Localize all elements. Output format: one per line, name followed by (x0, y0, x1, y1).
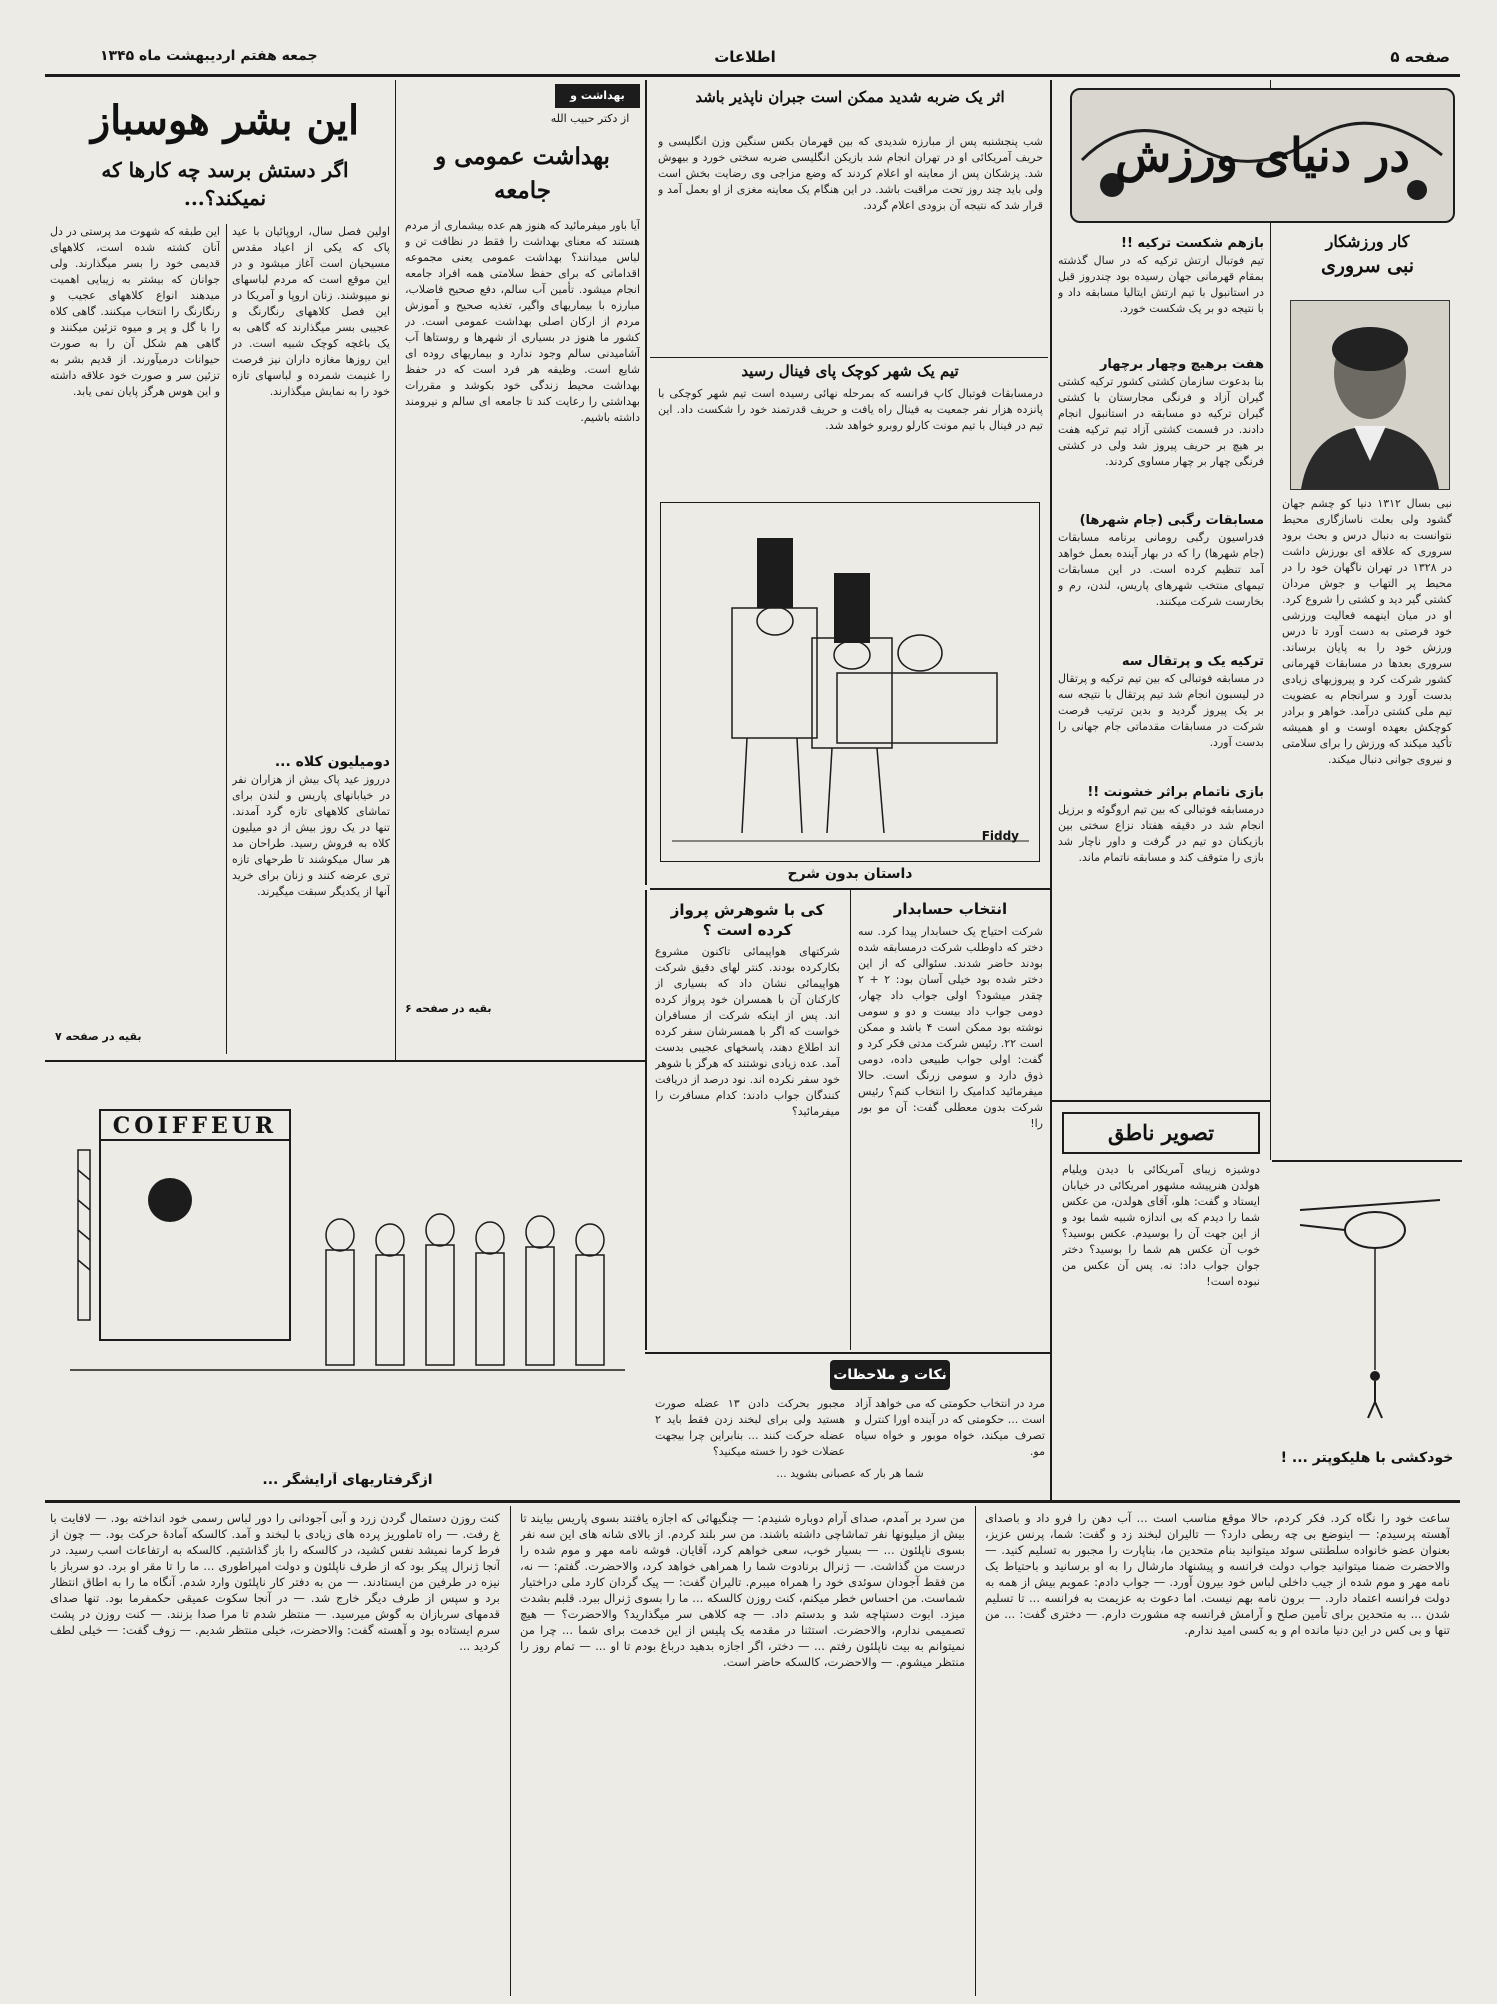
accountant-text: شرکت احتیاج یک حسابدار پیدا کرد. سه دختر که داوطلب شرکت درمسابقه شده بودند حاضر شدند. سئوالی که از این دختر شده بود خیلی آسان بود: ۲ + ۲ چقدر میشود؟ اولی جواب داد چهار، دومی جواب داد بیست و دو و سومی نوشته بود ممکن است ۴ باشد و ممکن است ۲۲. رئیس شرکت مدتی فکر کرد و گفت: اولی جواب طبیعی داده، دومی ذوق دارد و سومی زرنگ است. حالا میفرمائید کدامیک را انتخاب کنم؟ رئیس شرکت بدون معطلی گفت: آن مو بور را! (858, 925, 1043, 1130)
masthead-rule (45, 74, 1460, 77)
sports-banner-title: در دنیای ورزش (1115, 128, 1410, 182)
fashion-subtitle: اگر دستش برسد چه کارها که نمیکند؟... (101, 158, 349, 210)
helicopter-caption: خودکشی با هلیکوپتر ... ! (1280, 1450, 1454, 1466)
portugal-text: در مسابقه فوتبالی که بین تیم ترکیه و پرتقال در لیسبون انجام شد تیم پرتقال با نتیجه سه بر یک پیروز گردید و بدین ترتیب فرصت شرکت در مسابقات مقدماتی جام جهانی را بدست آورد. (1058, 672, 1264, 749)
athlete-photo (1290, 300, 1450, 490)
domilion-heading: دومیلیون کلاه ... (274, 754, 390, 770)
sports-banner (1070, 88, 1455, 223)
iran-text: شب پنجشنبه پس از مبارزه شدیدی که بین قهرمان بکس سنگین وزن انگلیسی و حریف آمریکائی او در تهران انجام شد بازیکن انگلیسی ضربه سختی خورد و بیهوش شد. پزشکان پس از معاینه او اعلام کردند که وضع مزاجی وی رضایت بخش است ولی باید چند روز تحت مراقبت باشد. در این هنگام یک معاینه مغزی از او بعمل آمد و قرار شد که نتیجه آن بزودی اعلام گردد. (658, 135, 1043, 212)
athlete-heading: کار ورزشکار (1325, 232, 1410, 251)
column-rule (1050, 80, 1052, 1500)
column-rule (975, 1506, 976, 1996)
cartoon-panel (660, 502, 1040, 862)
cartoon-caption: داستان بدون شرح (787, 866, 913, 882)
turkey-text: تیم فوتبال ارتش ترکیه که در سال گذشته بمقام قهرمانی جهان رسیده بود چندروز قبل در استانبول با تیم ارتش ایتالیا مسابقه داد و با نتیجه دو بر یک شکست خورد. (1058, 254, 1264, 315)
notes-footer: شما هر بار که عصبانی بشوید ... (776, 1467, 924, 1480)
health-title: بهداشت عمومی و جامعه (435, 143, 610, 204)
violence-heading: بازی ناتمام براثر خشونت !! (1087, 785, 1264, 800)
story-rule (45, 1500, 1460, 1503)
helicopter-drawing (1280, 1170, 1455, 1450)
athlete-text: نبی بسال ۱۳۱۲ دنیا کو چشم جهان گشود ولی بعلت ناسازگاری محیط نتوانست به دنبال درس و بحث برود سروری که علاقه ای بورزش داشت در ۱۳۲۸ در تهران ناگهان خود را در محیط پر التهاب و جوش مردان کشتی گیر دید و کشتی را شروع کرد. او در میان اینهمه فعالیت ورزشی خود فرصتی به دست آورد تا درس ورزش خود را به پایان برساند. سروری بعدها در مسابقات قهرمانی کشور شرکت کرد و پیروزیهای زیادی بدست آورد و سرانجام به عضویت تیم ملی کشتی درآمد. خواهر و برادر کوچکش بعهده اوست و او همیشه تأکید میکند که ورزش را برای سلامتی و نیروی جوانی دنبال میکند. (1282, 497, 1452, 766)
column-rule (645, 80, 647, 885)
final-heading: تیم یک شهر کوچک پای فینال رسید (741, 362, 959, 380)
section-rule (1052, 1100, 1270, 1102)
portugal-heading: ترکیه یک و پرتقال سه (1121, 654, 1264, 669)
section-rule (45, 1060, 645, 1062)
rugby-text: فدراسیون رگبی رومانی برنامه مسابقات (جام شهرها) را که در بهار آینده بعمل خواهد آمد تنظیم کرده است. در این مسابقات تیمهای منتخب شهرهای پاریس، لندن، رم و بخارست شرکت میکنند. (1058, 531, 1264, 608)
final-text: درمسابقات فوتبال کاپ فرانسه که بمرحله نهائی رسیده است تیم شهر کوچکی با پانزده هزار نفر جمعیت به فینال راه یافت و حریف قدرتمند خود را شکست داد. این تیم در فینال با تیم مونت کارلو روبرو خواهد شد. (658, 387, 1043, 432)
column-rule (850, 890, 851, 1350)
athlete-name: نبی سروری (1320, 255, 1415, 277)
wrestling-heading: هفت برهیچ وچهار برچهار (1099, 357, 1264, 372)
fashion-continued: بقیه در صفحه ۷ (55, 1030, 142, 1043)
notes-heading-box (830, 1360, 950, 1390)
page-number: صفحه ۵ (1390, 48, 1450, 66)
photo-heading: تصویر ناطق (1107, 1120, 1215, 1145)
section-rule (645, 1352, 1052, 1354)
rugby-heading: مسابقات رگبی (جام شهرها) (1079, 513, 1264, 528)
health-continued: بقیه در صفحه ۶ (405, 1002, 492, 1015)
notes-text-left: مجبور بحرکت دادن ۱۳ عضله صورت هستید ولی برای لبخند زدن فقط باید ۲ عضله حرکت کنند ... بنابراین چرا بیجهت عضلات خود را خسته میکنید؟ (655, 1397, 845, 1458)
cartoon-drawing (662, 503, 1039, 860)
column-rule (1270, 80, 1271, 1160)
section-rule (650, 357, 1048, 358)
health-badge: بهداشت و (555, 84, 640, 108)
violence-text: درمسابقه فوتبالی که بین تیم اروگوئه و برزیل انجام شد در دقیقه هفتاد نزاع سختی بین بازیکنان دو تیم در گرفت و داور ناچار شد بازی را متوقف کند و مسابقه ناتمام ماند. (1058, 803, 1264, 864)
column-rule (226, 224, 227, 1054)
photo-text: دوشیزه زیبای آمریکائی با دیدن ویلیام هولدن هنرپیشه مشهور امریکائی در خیابان ایستاد و گفت: هلو، آقای هولدن، من عکس شما را دیدم که بی اندازه شبیه شما بود و از این جهت آن را بوسیدم. عکس بوسید؟ خوب آن عکس هم شما را بوسید؟ دختر جوان جواب داد: نه. پس آن عکس من نبوده است! (1062, 1163, 1260, 1288)
athlete-portrait (1291, 301, 1449, 489)
notes-heading: نکات و ملاحظات (833, 1367, 947, 1383)
column-rule (510, 1506, 511, 1996)
domilion-text: درروز عید پاک بیش از هزاران نفر در خیابانهای پاریس و لندن برای تماشای کلاههای تازه گرد آمدند. تنها در یک روز بیش از دو میلیون کلاه به فروش رسید. طراحان مد هر سال میکوشند تا طرحهای تازه تری عرضه کنند و زنان برای خرید آنها از یکدیگر سبقت میگیرند. (232, 773, 390, 898)
notes-text-right: مرد در انتخاب حکومتی که می خواهد آزاد است ... حکومتی که در آینده اورا کنترل و تصرف میکند، خواه موبور و خواه سیاه مو. (855, 1397, 1045, 1458)
story-column-3: کنت روزن دستمال گردن زرد و آبی آجودانی را دور لباس رسمی خود انداخته بود. — لافایت با غ رفت. — راه تاملوریز پرده های زیادی با لبخند و آمد. کالسکه آمادهٔ حرکت بود. — چون از فرط کرما نمیشد نفس کشید، در کالسکه را باز گذاشتیم. کالسکه به ارتفاعات اسب رسید. در آنجا ژنرال پیکر بود که از طرف ناپلئون و دولت امپراطوری ... ما را تا مقر او برد. دو سرباز با نیزه در طرفین من ایستادند. — من به دفتر کار ناپلئون وارد شدم. آنگاه ما را به اطاق انتظار برد و سپس از طرف دیگر خارج شد. — در آنجا سکوت عمیقی حکمفرما بود. تنها صدای قدمهای سربازان به گوش میرسید. — منتظر شدم تا مرا صدا بزنند. — کنت روزن در پشت سرم ایستاده بود و آهسته گفت: والاحضرت، خیلی منتظر شدیم. — زوف گفت: — خیلی لطف کردید ... (50, 1511, 500, 1653)
section-rule (1272, 1160, 1462, 1162)
paper-name: اطلاعات (714, 48, 776, 66)
pilot-text: شرکتهای هواپیمائی تاکنون مشروع بکارکرده بودند. کنتر لهای دقیق شرکت هواپیمائی نشان داد که بسیاری از کارکنان آن با همسران خود پرواز کرده اند. پس از اینکه شرکت از مسافران خواست که اگر با همسرشان سفر کرده اند اطلاع دهند، پاسخهای عجیبی بدست آمد. عده زیادی نوشتند که هرگز با شوهر خود سفر نکرده اند. نود درصد از دریافت کنندگان جواب دادند: کدام مسافرت را میفرمائید؟ (655, 945, 840, 1118)
fashion-title: این بشر هوسباز (90, 97, 360, 144)
column-rule (395, 80, 396, 1060)
health-byline: از دکتر حبیب الله (550, 112, 630, 125)
health-text: آیا باور میفرمائید که هنوز هم عده بیشماری از مردم هستند که معنای بهداشت را فقط در نظافت تن و لباس میدانند؟ بهداشت عمومی یعنی مجموعه اقداماتی که برای حفظ سلامتی همه افراد جامعه انجام میشود. تأمین آب سالم، دفع صحیح فاضلاب، مبارزه با بیماریهای واگیر، تغذیه صحیح و آموزش مردم از ارکان اصلی بهداشت عمومی است. در کشور ما هنوز در بسیاری از شهرها و روستاها آب آشامیدنی سالم وجود ندارد و بیماریهای روده ای شایع است. وظیفه هر فرد است که در حفظ بهداشت محیط زندگی خود بکوشد و مقررات بهداشتی را رعایت کند تا جامعه ای سالم و نیرومند داشته باشیم. (405, 219, 640, 424)
helicopter-cartoon (1280, 1170, 1455, 1450)
wrestling-text: بنا بدعوت سازمان کشتی کشور ترکیه کشتی گیران آزاد و فرنگی مجارستان با کشتی گیران ترکیه دو مسابقه در استانبول انجام دادند. در قسمت کشتی آزاد تیم ترکیه هفت بر هیچ بر حریف پیروز شد ولی در کشتی فرنگی چهار بر چهار مساوی کردند. (1058, 375, 1264, 468)
story-column-1: ساعت خود را نگاه کرد. فکر کردم، حالا موقع مناسب است ... آب دهن را فرو داد و باصدای آهسته پرسیدم: — اینوضع بی چه ربطی دارد؟ — تالیران لبخند زد و گفت: شما، پرنس عزیز، بعنوان عضو خانواده سلطنتی سوئد میتوانید بنام متحدین ما، بناپارت را مجبور به تسلیم کنید. — والاحضرت ضمنا میتوانید جواب دولت فرانسه و پیشنهاد مارشال را به او برسانید و باحتیاط یک نامه مهر و موم شده از جیب داخلی لباس خود بیرون آورد. — جواب دادم: عمویم بیش از همه به دولت فرانسه اعتماد دارد. — برون نامه بهم نیست. اما دعوت به عزیمت به فرانسه ... تا تسلیم شدن ... به متحدین برای تأمین صلح و آرامش فرانسه چه مشورت دارم. — دختری گفت: ... من تنها و بی کس در این دنیا مانده ام و به کسی امید ندارم. (985, 1511, 1450, 1637)
pilot-heading: کی با شوهرش پرواز کرده است ؟ (670, 901, 825, 939)
accountant-heading: انتخاب حسابدار (893, 900, 1008, 918)
photo-heading-box (1062, 1112, 1260, 1154)
cartoon-signature: Fiddy (981, 829, 1019, 843)
barber-caption: ازگرفتاریهای آرایشگر ... (262, 1472, 433, 1488)
fashion-text-right: اولین فصل سال، اروپائیان با عید پاک که یکی از اعیاد مقدس مسیحیان است آغاز میشود و در این موقع است که مردم لباسهای نو میپوشند. زنان اروپا و آمریکا در این فصل کلاههای رنگارنگ و عجیبی بسر میگذارند که گاهی به یک باغچه کوچک شبیه است. در این روزها مغازه داران نیز فرصت را غنیمت شمرده و لباسهای تازه خود را به نمایش میگذارند. (232, 225, 390, 398)
iran-heading: اثر یک ضربه شدید ممکن است جبران ناپذیر باشد (695, 88, 1005, 106)
fashion-text-left: این طبقه که شهوت مد پرستی در دل آنان کشته شده است، کلاههای قدیمی خود را بسر میگذارند. ولی جوانان که بیشتر به زیبایی اهمیت میدهند انواع کلاههای عجیب و رنگارنگ را انتخاب میکنند. گاهی کلاه را با گل و پر و میوه تزئین میکنند و گاهی هم شکل آن را به صورت حیوانات درمیآورند. از قدیم بشر به تزئین سر و صورت خود علاقه داشته و این هوس هرگز پایان نمی یابد. (50, 225, 220, 398)
barber-cartoon (60, 1070, 635, 1470)
turkey-heading: بازهم شکست ترکیه !! (1121, 236, 1264, 251)
coiffeur-sign: COIFFEUR (112, 1113, 278, 1139)
sports-news-column (1058, 232, 1264, 1112)
issue-date: جمعه هفتم اردیبهشت ماه ۱۳۴۵ (100, 48, 318, 64)
column-rule (645, 890, 647, 1350)
story-column-2: من سرد بر آمدم، صدای آرام دوباره شنیدم: — چنگیهائی که اجازه یافتند بسوی پاریس بیایند تا بیش از میلیونها نفر تماشاچی داشته باشند. من سر بلند کردم. از بالای شانه های این سه نفر بسوی ناپلئون ... — بسیار خوب، سعی خواهم کرد، آقایان. فوشه نامه مهر و موم شده را درست من گذاشت. — ژنرال برنادوت شما را همراهی خواهد کرد، والاحضرت. گفتم: — نه، من فقط آجودان سوئدی خود را همراه میبرم. تالیران گفت: — پیک گردان کارد ملی دراختیار شماست. من احساس خطر میکنم، کنت روزن کالسکه ... ما را بسوی ژنرال ببرد. قلبم بشدت میزد. ابوت دستپاچه شد و بدستم داد. — چه کلاهی سر میگذارید؟ والاحضرت؟ — هیچ تصمیمی ندارم، والاحضرت. استثنا در مقدمه یک پلیس از این خدمت برای شما ... چرا من نمیتوانم به بیت ناپلئون رفتم ... — دختر، اگر اجازه بدهید درباغ بودم تا او ... — تمام روز را منتظر میشوم. — والاحضرت، کالسکه حاضر است. (520, 1511, 965, 1669)
